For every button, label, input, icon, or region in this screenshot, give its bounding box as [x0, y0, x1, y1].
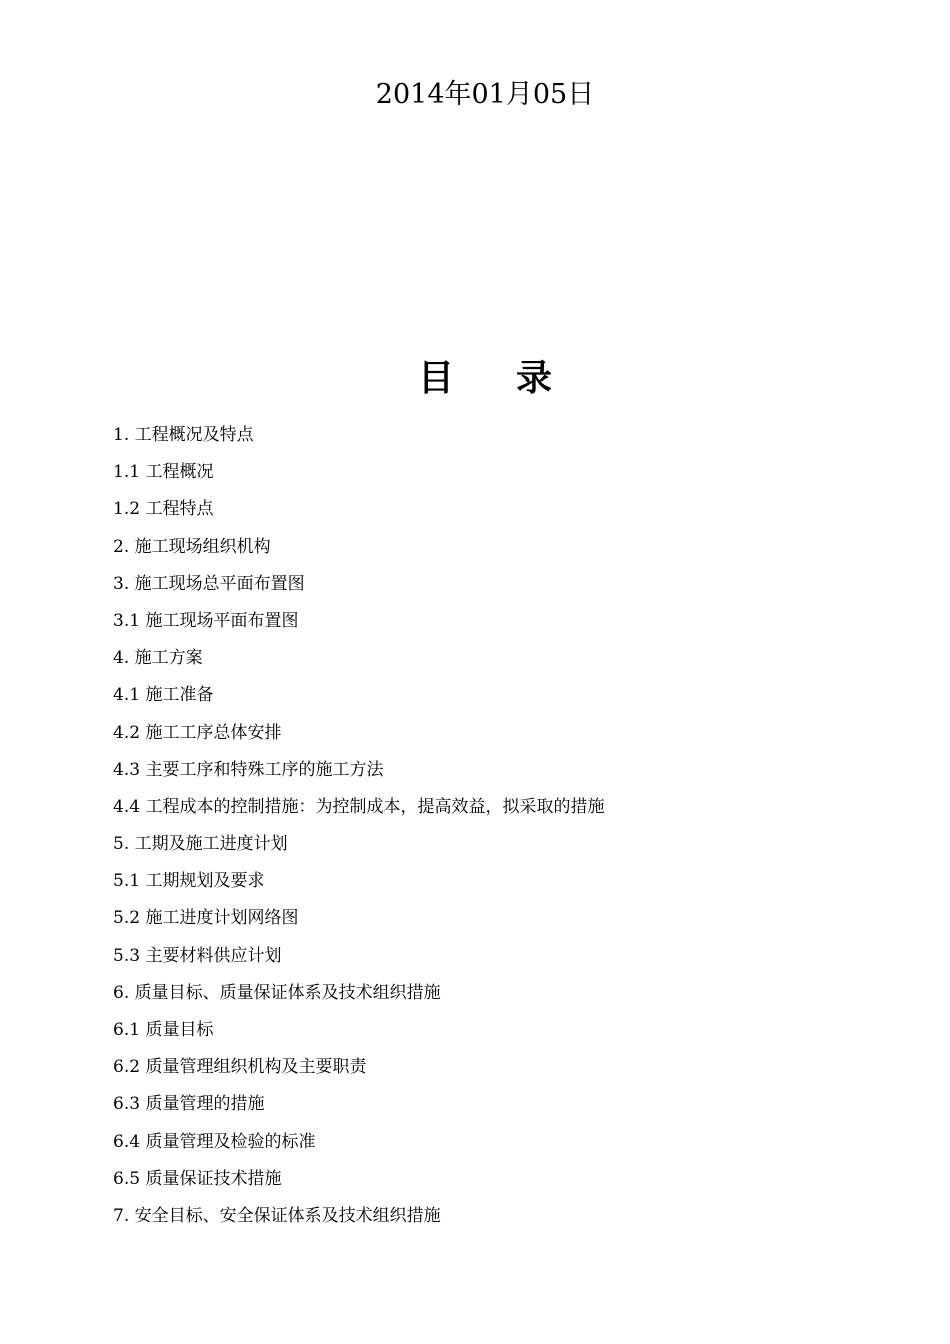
toc-item: 6.3 质量管理的措施	[113, 1094, 265, 1115]
toc-item: 7. 安全目标、安全保证体系及技术组织措施	[113, 1205, 441, 1226]
toc-item: 1.1 工程概况	[113, 462, 214, 483]
toc-item: 5.1 工期规划及要求	[113, 871, 265, 892]
toc-item: 6.1 质量目标	[113, 1020, 214, 1040]
toc-item: 2. 施工现场组织机构	[113, 536, 271, 557]
document-date: 2014年01月05日	[375, 79, 595, 110]
toc-title-char-2: 录	[516, 358, 553, 399]
toc-item: 1.2 工程特点	[113, 499, 214, 520]
toc-item: 4.3 主要工序和特殊工序的施工方法	[113, 759, 384, 780]
toc-item: 6.4 质量管理及检验的标准	[113, 1131, 316, 1152]
toc-item: 6. 质量目标、质量保证体系及技术组织措施	[113, 982, 441, 1003]
toc-list	[113, 422, 604, 1240]
toc-item: 5. 工期及施工进度计划	[113, 834, 288, 855]
toc-item: 5.3 主要材料供应计划	[113, 945, 282, 966]
toc-title-char-1: 目	[417, 358, 454, 399]
toc-item: 3. 施工现场总平面布置图	[113, 573, 305, 594]
toc-title	[0, 350, 950, 401]
toc-item: 4.1 施工准备	[113, 685, 214, 706]
toc-item: 6.5 质量保证技术措施	[113, 1168, 282, 1189]
toc-item: 4. 施工方案	[113, 648, 203, 669]
toc-item: 4.2 施工工序总体安排	[113, 722, 282, 743]
toc-item: 1. 工程概况及特点	[113, 425, 254, 445]
toc-item: 3.1 施工现场平面布置图	[113, 610, 299, 631]
toc-item: 4.4 工程成本的控制措施：为控制成本，提高效益，拟采取的措施	[113, 796, 605, 817]
toc-item: 5.2 施工进度计划网络图	[113, 908, 299, 929]
toc-item: 6.2 质量管理组织机构及主要职责	[113, 1057, 367, 1078]
